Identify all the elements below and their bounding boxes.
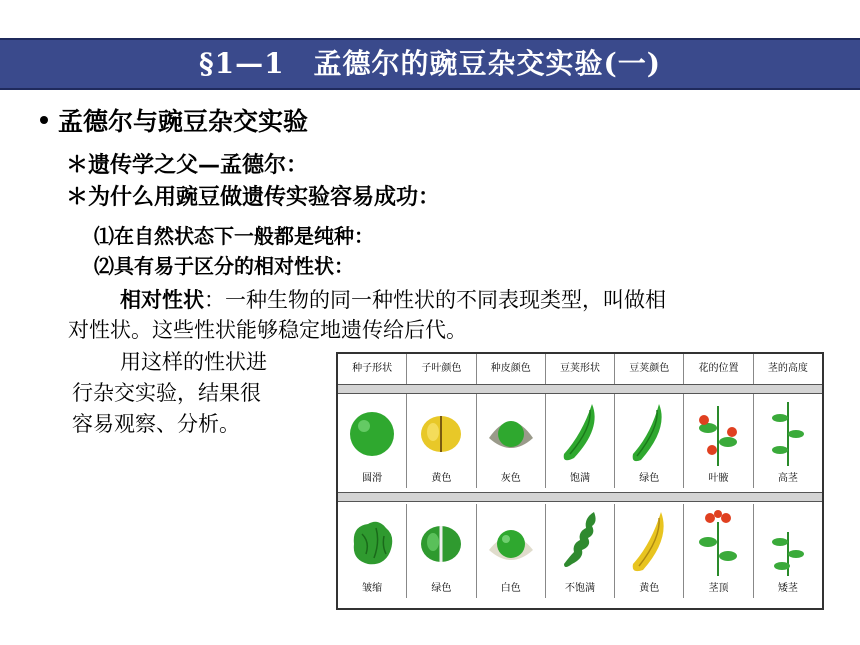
trait-cell: [338, 394, 407, 488]
trait-label: 黄色: [639, 583, 660, 594]
header-cell: 花的位置: [684, 354, 753, 384]
trait-label: 高茎: [777, 473, 798, 484]
side-line: 容易观察、分析。: [72, 412, 240, 436]
table-divider: [338, 384, 822, 394]
header-cell: 种子形状: [338, 354, 407, 384]
trait-label: 黄色: [431, 473, 452, 484]
full-pod-icon: [552, 398, 608, 468]
side-line: 行杂交实验，结果很: [72, 381, 261, 405]
reason-pure-breed: ⑴在自然状态下一般都是纯种：: [94, 224, 374, 248]
tall-stem-icon: [760, 398, 816, 468]
constricted-pod-icon: [552, 508, 608, 578]
definition-term: 相对性状: [120, 288, 204, 312]
yellow-cotyledon-icon: [413, 398, 469, 468]
trait-cell: [754, 504, 822, 598]
trait-cell: [546, 394, 615, 488]
bullet-heading: [40, 102, 308, 138]
trait-table: [336, 352, 824, 610]
dominant-trait-row: [338, 394, 822, 488]
recessive-trait-row: [338, 504, 822, 598]
reason-relative-traits: ⑵具有易于区分的相对性状：: [94, 254, 354, 278]
round-seed-icon: [344, 398, 400, 468]
trait-label: 矮茎: [777, 583, 798, 594]
trait-table-header: [338, 354, 822, 385]
trait-cell: [684, 504, 753, 598]
trait-label: 饱满: [569, 473, 590, 484]
axial-flower-icon: [690, 398, 746, 468]
short-stem-icon: [760, 508, 816, 578]
trait-label: 白色: [500, 583, 521, 594]
green-cotyledon-icon: [413, 508, 469, 578]
trait-cell: [477, 504, 546, 598]
yellow-pod-icon: [621, 508, 677, 578]
point-father-of-genetics: ＊遗传学之父—孟德尔：: [66, 153, 309, 178]
trait-cell: [407, 504, 476, 598]
header-cell: 茎的高度: [767, 363, 808, 374]
bullet-dot: [40, 116, 48, 124]
trait-label: 皱缩: [362, 583, 383, 594]
trait-cell: [477, 394, 546, 488]
side-paragraph: [72, 347, 312, 440]
definition-text: ：一种生物的同一种性状的不同表现类型，叫做相: [204, 288, 666, 312]
trait-cell: [546, 504, 615, 598]
header-cell: 豆荚颜色: [615, 354, 684, 384]
bullet-text: 孟德尔与豌豆杂交实验: [58, 107, 309, 136]
trait-cell: [684, 394, 753, 488]
gray-seed-coat-icon: [483, 398, 539, 468]
point-why-pea: ＊为什么用豌豆做遗传实验容易成功：: [66, 185, 441, 210]
header-cell: 种皮颜色: [477, 354, 546, 384]
definition-line-1: [120, 284, 666, 314]
trait-cell: [615, 394, 684, 488]
slide-title: §1—1 孟德尔的豌豆杂交实验(一): [198, 47, 662, 80]
trait-label: 圆滑: [362, 473, 383, 484]
trait-label: 灰色: [500, 473, 521, 484]
header-cell: 豆荚形状: [546, 354, 615, 384]
header-cell: 子叶颜色: [407, 354, 476, 384]
trait-cell: [407, 394, 476, 488]
definition-line-2: 对性状。这些性状能够稳定地遗传给后代。: [68, 318, 467, 342]
trait-label: 叶腋: [708, 473, 729, 484]
trait-cell: [615, 504, 684, 598]
trait-label: 绿色: [431, 583, 452, 594]
table-divider: [338, 492, 822, 502]
trait-cell: [338, 504, 407, 598]
trait-cell: [754, 394, 822, 488]
trait-label: 不饱满: [564, 583, 595, 594]
wrinkled-seed-icon: [344, 508, 400, 578]
trait-label: 茎顶: [708, 583, 729, 594]
white-seed-coat-icon: [483, 508, 539, 578]
title-bar: [0, 38, 860, 90]
terminal-flower-icon: [690, 508, 746, 578]
green-pod-icon: [621, 398, 677, 468]
trait-label: 绿色: [639, 473, 660, 484]
side-line: 用这样的性状进: [120, 350, 267, 374]
